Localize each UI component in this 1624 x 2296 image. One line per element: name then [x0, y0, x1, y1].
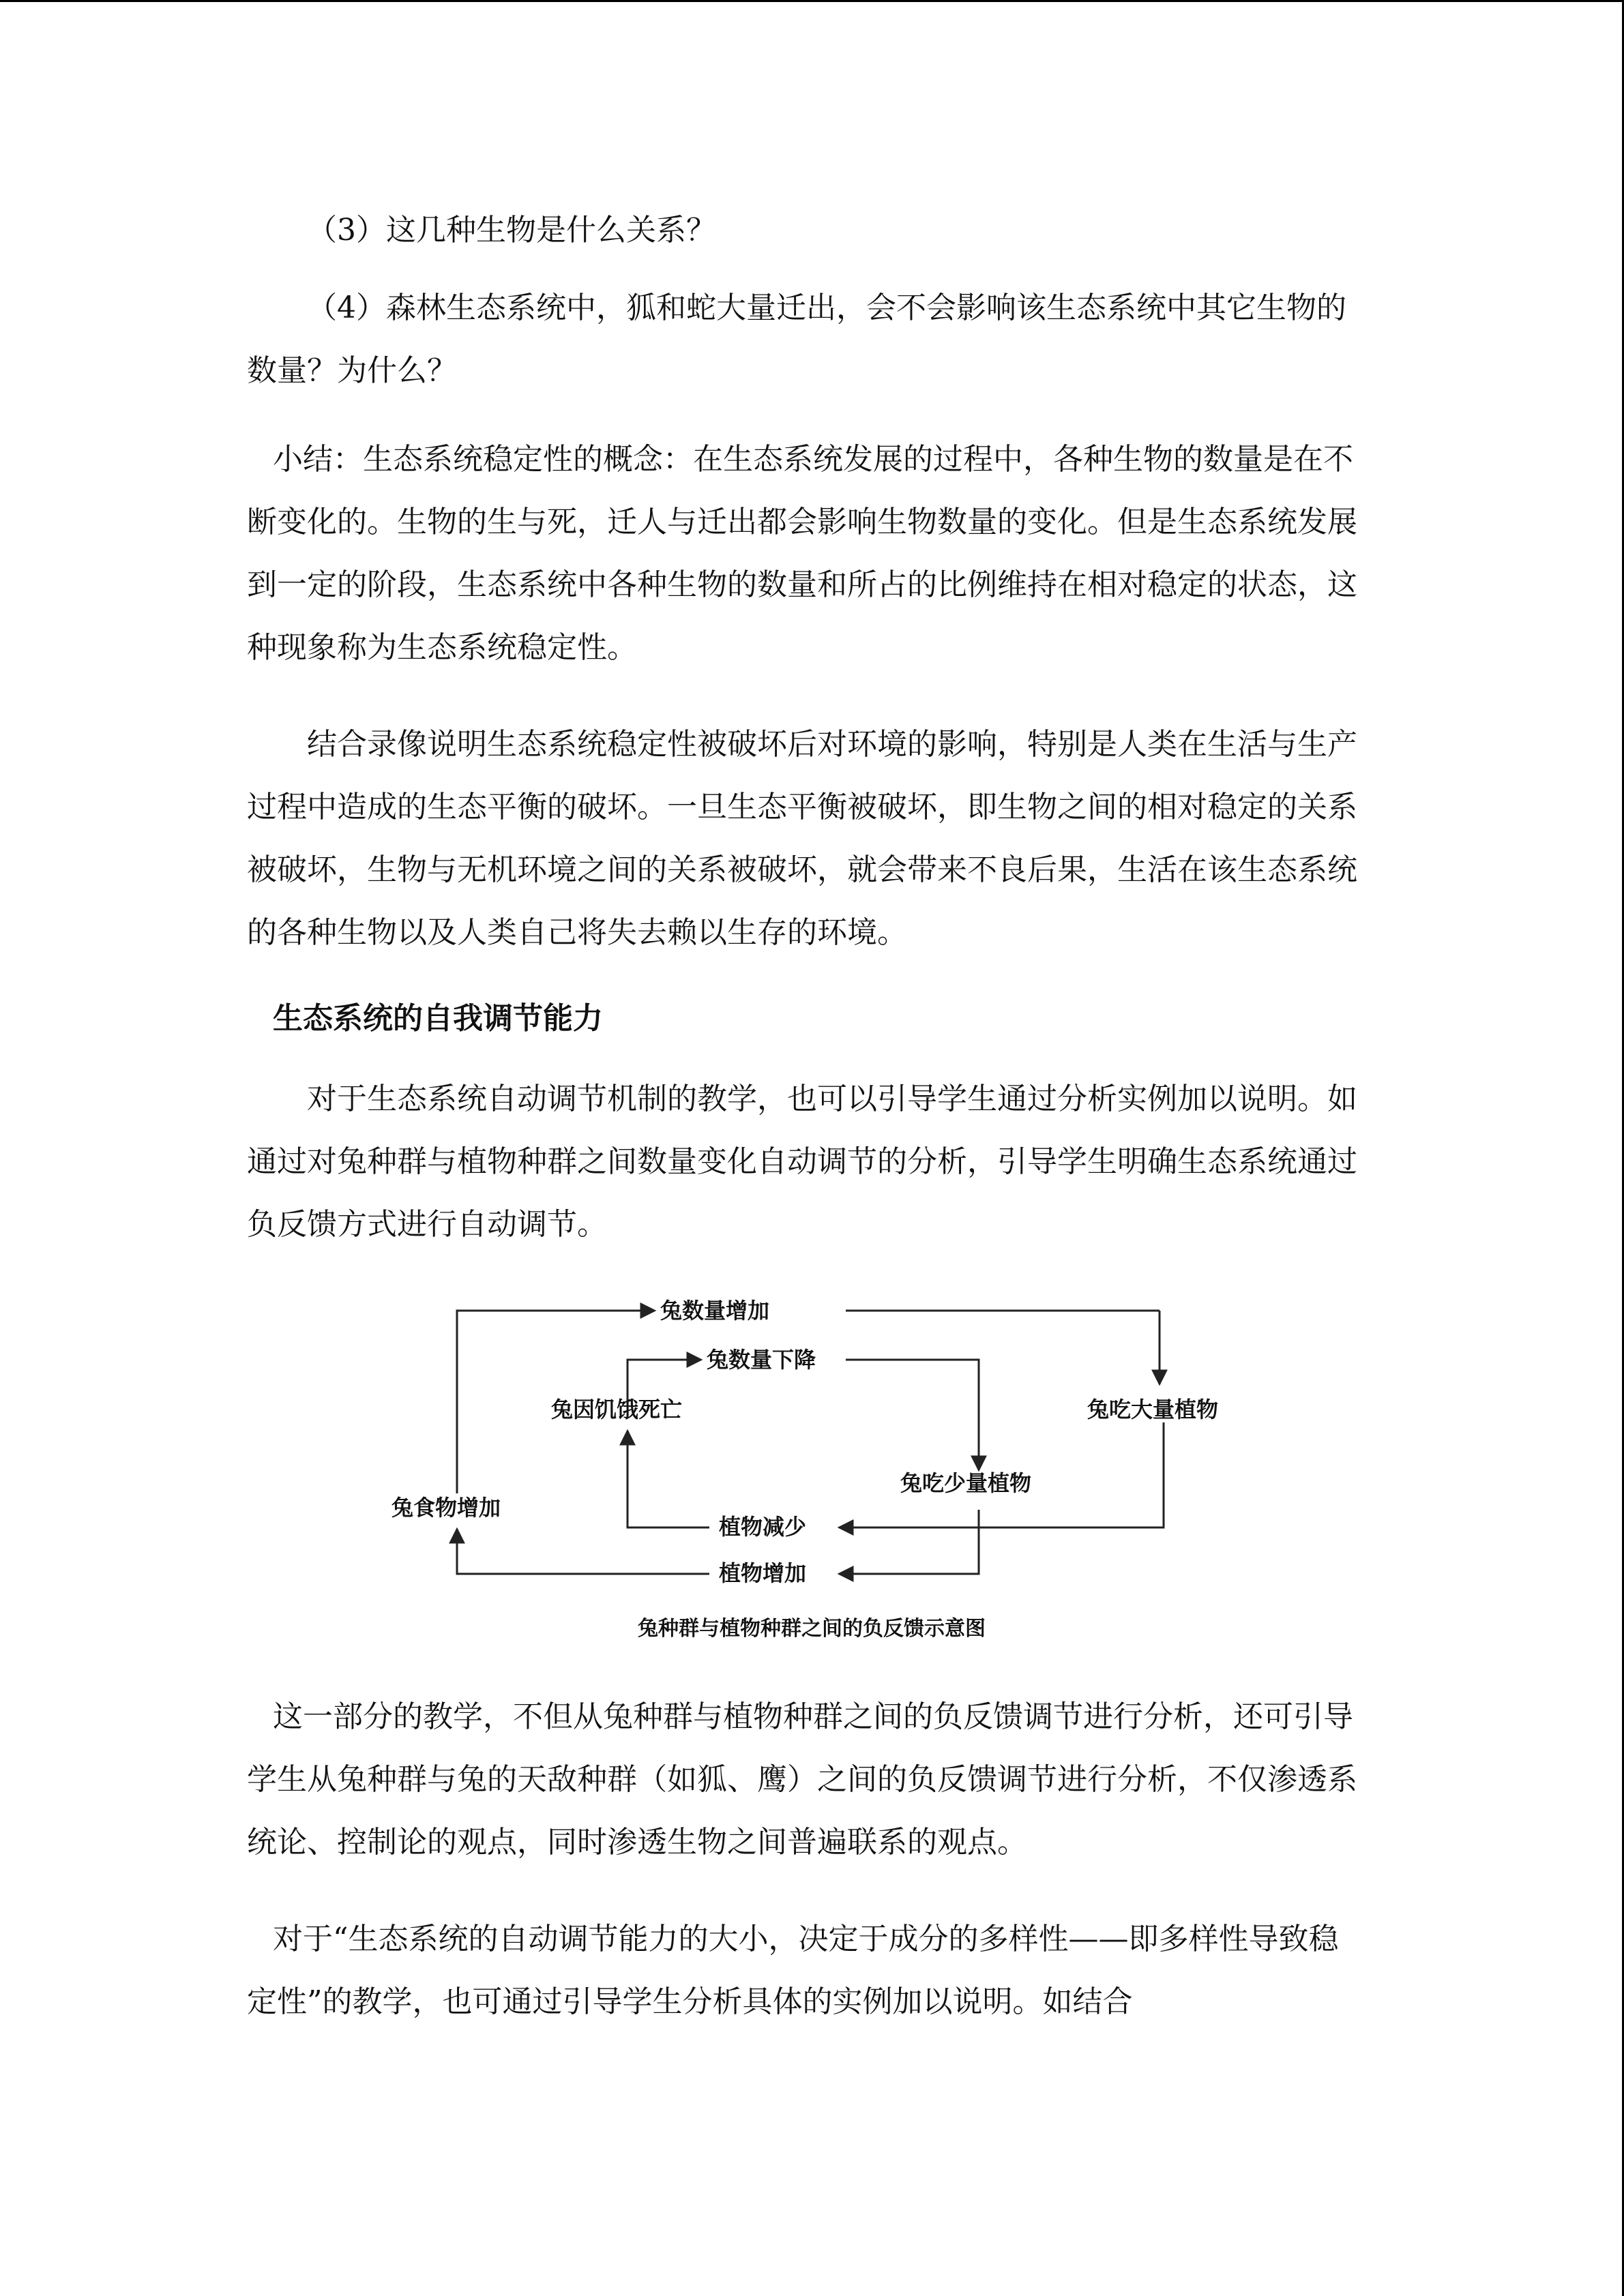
analysis-paragraph: 这一部分的教学，不但从兔种群与植物种群之间的负反馈调节进行分析，还可引导学生从兔种群与兔的天敌种群（如狐、鹰）之间的负反馈调节进行分析，不仅渗透系统论、控制论的观点，同时渗透生物之间普遍联系的观点。	[247, 1699, 1357, 1860]
label-rabbit-decrease: 兔数量下降	[707, 1347, 816, 1373]
diversity-paragraph: 对于“生态系统的自动调节能力的大小，决定于成分的多样性——即多样性导致稳定性”的教学，也可通过引导学生分析具体的实例加以说明。如结合	[247, 1922, 1339, 2019]
video-paragraph: 结合录像说明生态系统稳定性被破坏后对环境的影响，特别是人类在生活与生产过程中造成的生态平衡的破坏。一旦生态平衡被破坏，即生物之间的相对稳定的关系被破坏，生物与无机环境之间的关系被破坏，就会带来不良后果，生活在该生态系统的各种生物以及人类自己将失去赖以生存的环境。	[247, 727, 1357, 950]
diagram-caption: 兔种群与植物种群之间的负反馈示意图	[638, 1617, 986, 1641]
page-top-border	[0, 0, 1624, 2]
intro-paragraph: 对于生态系统自动调节机制的教学，也可以引导学生通过分析实例加以说明。如通过对兔种群与植物种群之间数量变化自动调节的分析，引导学生明确生态系统通过负反馈方式进行自动调节。	[247, 1082, 1357, 1242]
label-rabbit-food-increase: 兔食物增加	[392, 1495, 501, 1521]
label-rabbit-increase: 兔数量增加	[660, 1298, 770, 1324]
label-plant-decrease: 植物减少	[719, 1514, 807, 1540]
label-rabbit-starve: 兔因饥饿死亡	[551, 1397, 683, 1422]
question-3: （3）这几种生物是什么关系？	[307, 213, 716, 248]
arrow-plant-decrease-to-starve	[628, 1431, 709, 1527]
section-heading: 生态系统的自我调节能力	[273, 1001, 603, 1036]
negative-feedback-diagram	[368, 1275, 1296, 1657]
summary-paragraph: 小结：生态系统稳定性的概念：在生态系统发展的过程中，各种生物的数量是在不断变化的。生物的生与死，迁人与迁出都会影响生物数量的变化。但是生态系统发展到一定的阶段，生态系统中各种生物的数量和所占的比例维持在相对稳定的状态，这种现象称为生态系统稳定性。	[247, 442, 1357, 665]
label-rabbit-eat-much: 兔吃大量植物	[1087, 1397, 1219, 1422]
arrow-eat-little-to-plant-increase	[839, 1510, 979, 1574]
arrow-plant-increase-to-food	[457, 1529, 709, 1574]
arrow-starve-to-rabbit-decrease	[628, 1360, 701, 1401]
arrow-decrease-to-eat-little	[846, 1360, 979, 1470]
label-plant-increase: 植物增加	[719, 1560, 807, 1586]
question-4: （4）森林生态系统中，狐和蛇大量迁出，会不会影响该生态系统中其它生物的数量？为什么？	[247, 290, 1346, 388]
label-rabbit-eat-little: 兔吃少量植物	[900, 1470, 1032, 1496]
